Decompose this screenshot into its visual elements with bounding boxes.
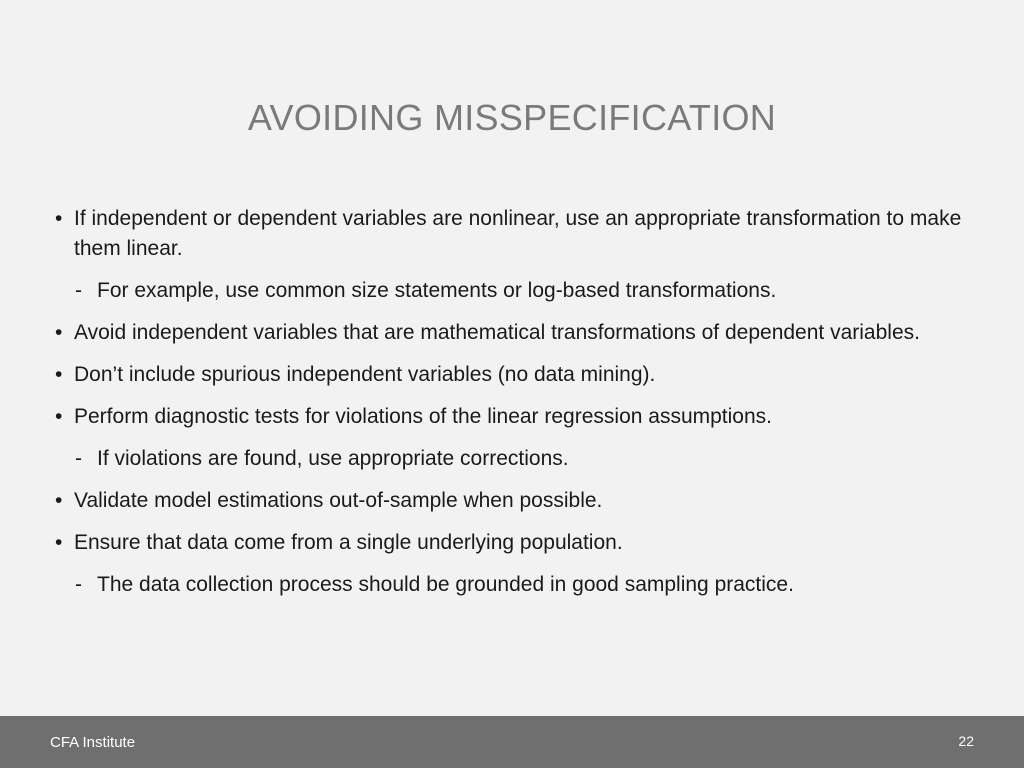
- bullet-item-3: [52, 360, 972, 390]
- page-number: 22: [958, 733, 974, 749]
- bullet-marker: •: [55, 363, 63, 386]
- bullet-marker: •: [55, 207, 63, 230]
- bullet-item-5: [52, 486, 972, 516]
- sub-bullet-item-1: [52, 276, 972, 306]
- bullet-text: Ensure that data come from a single underlying population.: [74, 531, 623, 554]
- bullet-item-2: [52, 318, 972, 348]
- sub-bullet-marker: -: [75, 279, 82, 302]
- sub-bullet-item-3: [52, 570, 972, 600]
- bullet-marker: •: [55, 405, 63, 428]
- sub-bullet-text: If violations are found, use appropriate corrections.: [97, 447, 569, 470]
- footer-bar: [0, 716, 1024, 768]
- bullet-marker: •: [55, 321, 63, 344]
- bullet-marker: •: [55, 531, 63, 554]
- bullet-item-6: [52, 528, 972, 558]
- sub-bullet-marker: -: [75, 573, 82, 596]
- sub-bullet-item-2: [52, 444, 972, 474]
- footer-brand: CFA Institute: [50, 734, 136, 751]
- bullet-text: Avoid independent variables that are mathematical transformations of dependent variables.: [74, 321, 920, 344]
- sub-bullet-text: The data collection process should be grounded in good sampling practice.: [97, 573, 794, 596]
- slide-title: AVOIDING MISSPECIFICATION: [247, 97, 777, 138]
- bullet-text: If independent or dependent variables are nonlinear, use an appropriate transformation to make them linear.: [74, 207, 962, 260]
- bullet-text: Perform diagnostic tests for violations of the linear regression assumptions.: [74, 405, 772, 428]
- bullet-item-1: [52, 204, 972, 264]
- bullet-text: Validate model estimations out-of-sample when possible.: [74, 489, 603, 512]
- sub-bullet-marker: -: [75, 447, 82, 470]
- bullet-list: [52, 204, 972, 612]
- bullet-text: Don’t include spurious independent variables (no data mining).: [74, 363, 656, 386]
- bullet-item-4: [52, 402, 972, 432]
- sub-bullet-text: For example, use common size statements or log-based transformations.: [97, 279, 777, 302]
- bullet-marker: •: [55, 489, 63, 512]
